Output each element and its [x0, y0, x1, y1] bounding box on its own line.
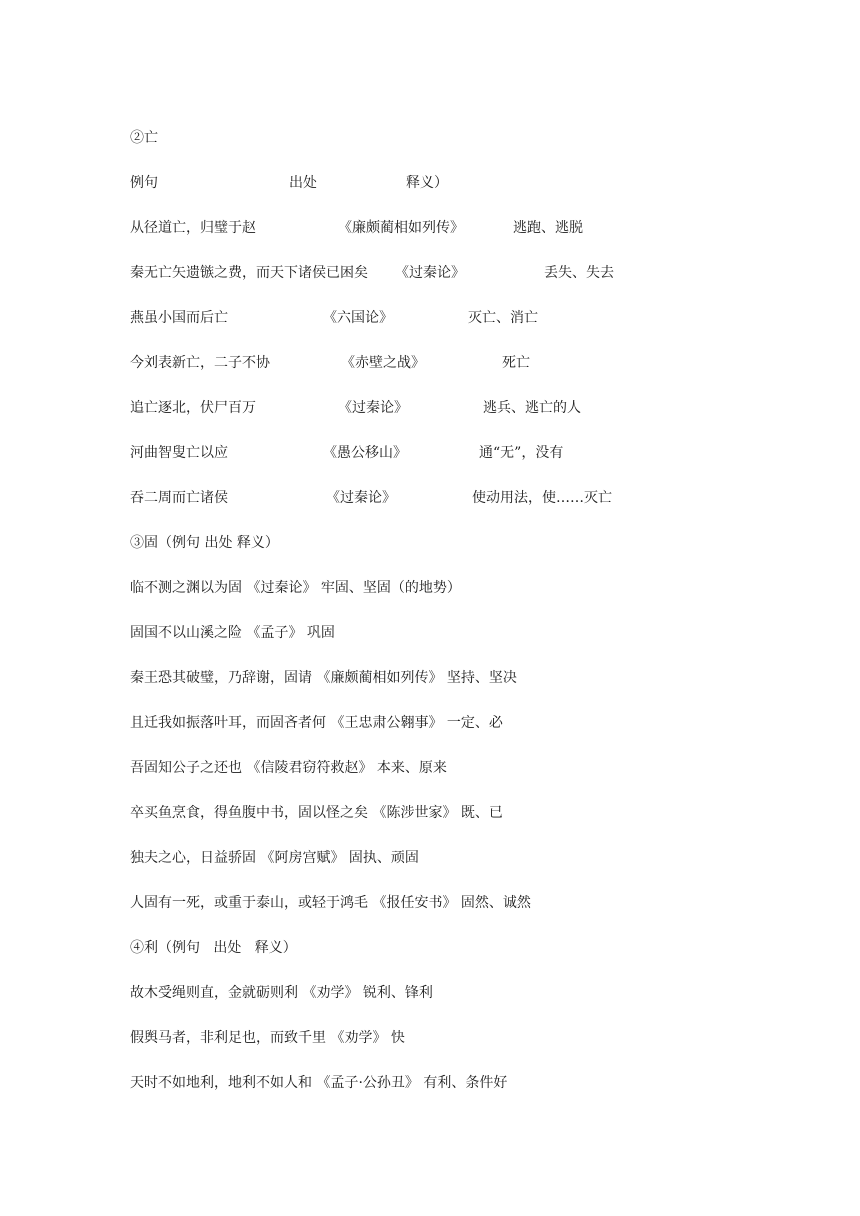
table-row — [130, 487, 612, 509]
meaning-text: 逃兵、逃亡的人 — [483, 400, 581, 416]
column-header-row — [130, 172, 448, 194]
table-row — [130, 262, 614, 284]
entry-line: 假舆马者，非利足也，而致千里 《劝学》 快 — [130, 1030, 405, 1046]
entry-line: 固国不以山溪之险 《孟子》 巩固 — [130, 625, 335, 641]
entry-line: 秦王恐其破璧，乃辞谢，固请 《廉颇蔺相如列传》 坚持、坚决 — [130, 670, 517, 686]
entry-line: 卒买鱼烹食，得鱼腹中书，固以怪之矣 《陈涉世家》 既、已 — [130, 805, 503, 821]
table-row — [130, 442, 564, 464]
entry-line: 吾固知公子之还也 《信陵君窃符救赵》 本来、原来 — [130, 760, 447, 776]
example-sentence: 从径道亡，归璧于赵 — [130, 220, 256, 236]
column-header-example: 例句 — [130, 175, 158, 191]
entry-line: 人固有一死，或重于泰山，或轻于鸿毛 《报任安书》 固然、诚然 — [130, 895, 531, 911]
example-sentence: 吞二周而亡诸侯 — [130, 490, 228, 506]
entry-line: 独夫之心，日益骄固 《阿房宫赋》 固执、顽固 — [130, 850, 419, 866]
section-heading-wang: ②亡 — [130, 130, 158, 146]
source-title: 《愚公移山》 — [323, 445, 407, 461]
source-title: 《过秦论》 — [338, 400, 408, 416]
meaning-text: 丢失、失去 — [544, 265, 614, 281]
meaning-text: 使动用法，使……灭亡 — [472, 490, 612, 506]
column-header-meaning: 释义） — [406, 175, 448, 191]
example-sentence: 河曲智叟亡以应 — [130, 445, 228, 461]
table-row — [130, 397, 581, 419]
example-sentence: 燕虽小国而后亡 — [130, 310, 228, 326]
example-sentence: 追亡逐北，伏尸百万 — [130, 400, 256, 416]
section-heading-gu: ③固（例句 出处 释义） — [130, 535, 279, 551]
meaning-text: 死亡 — [502, 355, 530, 371]
section-heading-li: ④利（例句 出处 释义） — [130, 940, 297, 956]
source-title: 《廉颇蔺相如列传》 — [338, 220, 464, 236]
column-header-source: 出处 — [289, 175, 317, 191]
table-row — [130, 307, 538, 329]
meaning-text: 灭亡、消亡 — [468, 310, 538, 326]
entry-line: 临不测之渊以为固 《过秦论》 牢固、坚固（的地势） — [130, 580, 461, 596]
table-row — [130, 217, 583, 239]
meaning-text: 通“无”，没有 — [479, 445, 564, 461]
table-row — [130, 352, 530, 374]
example-sentence: 秦无亡矢遗镞之费，而天下诸侯已困矣 — [130, 265, 368, 281]
example-sentence: 今刘表新亡，二子不协 — [130, 355, 270, 371]
source-title: 《六国论》 — [323, 310, 393, 326]
meaning-text: 逃跑、逃脱 — [513, 220, 583, 236]
entry-line: 天时不如地利，地利不如人和 《孟子·公孙丑》 有利、条件好 — [130, 1075, 508, 1091]
source-title: 《过秦论》 — [395, 265, 465, 281]
source-title: 《过秦论》 — [326, 490, 396, 506]
entry-line: 且迁我如振落叶耳，而固吝者何 《王忠肃公翱事》 一定、必 — [130, 715, 503, 731]
source-title: 《赤壁之战》 — [341, 355, 425, 371]
entry-line: 故木受绳则直，金就砺则利 《劝学》 锐利、锋利 — [130, 985, 433, 1001]
